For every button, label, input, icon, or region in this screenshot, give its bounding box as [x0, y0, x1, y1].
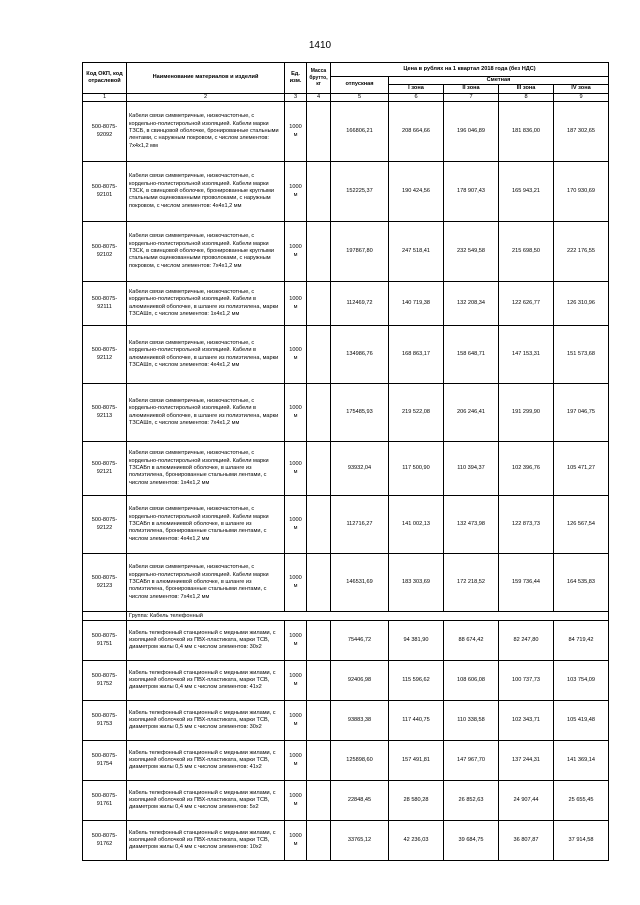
product-code: 500-8075-92122: [83, 496, 127, 554]
unit-of-measure: 1000 м: [285, 821, 307, 861]
product-code: 500-8075-91754: [83, 741, 127, 781]
price-zone-1: 140 719,38: [389, 282, 444, 326]
release-price: 197867,80: [331, 222, 389, 282]
price-zone-2: 206 246,41: [444, 384, 499, 442]
gross-mass: [307, 496, 331, 554]
gross-mass: [307, 384, 331, 442]
price-zone-4: 222 176,55: [554, 222, 609, 282]
product-code: 500-8075-91762: [83, 821, 127, 861]
table-body-group: [83, 612, 609, 621]
product-name: [127, 621, 285, 661]
unit-of-measure: 1000 м: [285, 442, 307, 496]
price-zone-1: 117 440,75: [389, 701, 444, 741]
table-body-telephone: [83, 621, 609, 861]
price-zone-3: 215 698,50: [499, 222, 554, 282]
product-name-text: Кабель телефонный станционный с медными жилами, с изоляцией оболочкой из ПВХ-пластиката, марки ТСВ, диаметром жилы 0,4 мм с числом элементов: 30x2: [129, 629, 276, 651]
price-zone-2: 147 967,70: [444, 741, 499, 781]
product-name-text: Кабель телефонный станционный с медными жилами, с изоляцией оболочкой из ПВХ-пластиката, марки ТСВ, диаметром жилы 0,5 мм с числом элементов: 41x2: [129, 749, 276, 771]
price-zone-1: 190 424,56: [389, 162, 444, 222]
product-code: 500-8075-92113: [83, 384, 127, 442]
col-number: 6: [389, 93, 444, 101]
release-price: 146531,69: [331, 554, 389, 612]
price-zone-4: 141 369,14: [554, 741, 609, 781]
product-name-text: Кабель телефонный станционный с медными жилами, с изоляцией оболочкой из ПВХ-пластиката, марки ТСВ, диаметром жилы 0,4 мм с числом элементов: 41x2: [129, 669, 276, 691]
table-row: [83, 781, 609, 821]
price-zone-3: 165 943,21: [499, 162, 554, 222]
price-zone-2: 178 907,43: [444, 162, 499, 222]
product-name: [127, 102, 285, 162]
table-row: [83, 661, 609, 701]
product-code: 500-8075-91751: [83, 621, 127, 661]
group-label: Группа: Кабель телефонный: [127, 612, 609, 621]
product-name: [127, 222, 285, 282]
header-unit: Ед. изм.: [285, 63, 307, 94]
table-row: [83, 821, 609, 861]
price-zone-2: 88 674,42: [444, 621, 499, 661]
product-code: 500-8075-92102: [83, 222, 127, 282]
price-zone-4: 105 419,48: [554, 701, 609, 741]
price-zone-1: 117 500,90: [389, 442, 444, 496]
header-price-group: Цена в рублях на 1 квартал 2018 года (без НДС): [331, 63, 609, 77]
header-zone-2: II зона: [444, 85, 499, 93]
price-zone-2: 110 338,58: [444, 701, 499, 741]
price-zone-2: 158 648,71: [444, 326, 499, 384]
header-zone-3: III зона: [499, 85, 554, 93]
product-name: [127, 326, 285, 384]
unit-of-measure: 1000 м: [285, 326, 307, 384]
price-zone-4: 105 471,27: [554, 442, 609, 496]
table-row: [83, 222, 609, 282]
table-header: [83, 63, 609, 102]
release-price: 22848,45: [331, 781, 389, 821]
product-name-text: Кабели связи симметричные, низкочастотные, с кордельно-полистирольной изоляцией. Кабели марки ТЗСБ, в свинцовой оболочке, бронированные стальными лентами, с наружным покровом, с числом элементов: 7x4x1,2 мм: [129, 113, 279, 149]
gross-mass: [307, 326, 331, 384]
col-number: 7: [444, 93, 499, 101]
release-price: 175485,93: [331, 384, 389, 442]
product-code: 500-8075-92111: [83, 282, 127, 326]
price-table: [82, 62, 609, 861]
header-mass: Масса брутто, кг: [307, 63, 331, 94]
product-name: [127, 701, 285, 741]
price-zone-1: 247 518,41: [389, 222, 444, 282]
table-row: [83, 701, 609, 741]
table-row: [83, 496, 609, 554]
unit-of-measure: 1000 м: [285, 384, 307, 442]
column-numbers-row: [83, 93, 609, 101]
price-zone-1: 168 863,17: [389, 326, 444, 384]
price-zone-4: 25 655,45: [554, 781, 609, 821]
gross-mass: [307, 162, 331, 222]
product-name-text: Кабель телефонный станционный с медными жилами, с изоляцией оболочкой из ПВХ-пластиката, марки ТСВ, диаметром жилы 0,4 мм с числом элементов: 10x2: [129, 829, 276, 851]
gross-mass: [307, 102, 331, 162]
price-zone-3: 147 153,31: [499, 326, 554, 384]
header-release: отпускная: [331, 77, 389, 94]
header-zone-1: I зона: [389, 85, 444, 93]
unit-of-measure: 1000 м: [285, 741, 307, 781]
col-number: 4: [307, 93, 331, 101]
price-zone-2: 108 606,08: [444, 661, 499, 701]
price-zone-3: 100 737,73: [499, 661, 554, 701]
product-code: 500-8075-91753: [83, 701, 127, 741]
col-number: 1: [83, 93, 127, 101]
gross-mass: [307, 701, 331, 741]
col-number: 5: [331, 93, 389, 101]
unit-of-measure: 1000 м: [285, 621, 307, 661]
header-zone-4: IV зона: [554, 85, 609, 93]
col-number: 9: [554, 93, 609, 101]
unit-of-measure: 1000 м: [285, 222, 307, 282]
price-zone-3: 137 244,31: [499, 741, 554, 781]
price-zone-3: 36 807,87: [499, 821, 554, 861]
price-zone-3: 122 873,73: [499, 496, 554, 554]
header-code: Код ОКП, код отраслевой: [83, 63, 127, 94]
release-price: 75446,72: [331, 621, 389, 661]
price-zone-1: 115 596,62: [389, 661, 444, 701]
product-name: [127, 162, 285, 222]
price-zone-4: 187 302,65: [554, 102, 609, 162]
price-zone-2: 132 208,34: [444, 282, 499, 326]
product-name-text: Кабели связи симметричные, низкочастотные, с кордельно-полистирольной изоляцией. Кабели марки ТЗСК, в свинцовой оболочке, бронированные круглыми стальными оцинкованными проволоками, с наружным покровом, с числом элементов: 7x4x1,2 мм: [129, 233, 275, 269]
price-zone-1: 208 664,66: [389, 102, 444, 162]
gross-mass: [307, 554, 331, 612]
product-name-text: Кабели связи симметричные, низкочастотные, с кордельно-полистирольной изоляцией. Кабели марки ТЗСАБп в алюминиевой оболочке, в шланге из полиэтилена, бронированные стальными лентами, с числом элементов: 4x4x1,2 мм: [129, 506, 269, 542]
product-name: [127, 821, 285, 861]
table-row: [83, 442, 609, 496]
table-row: [83, 384, 609, 442]
col-number: 8: [499, 93, 554, 101]
table-row: [83, 554, 609, 612]
product-name-text: Кабели связи симметричные, низкочастотные, с кордельно-полистирольной изоляцией. Кабели в алюминиевой оболочке, в шланге из полиэтилена, марки ТЗСАШп, с числом элементов: 1x4x1,2 мм: [129, 288, 279, 318]
price-zone-2: 132 473,98: [444, 496, 499, 554]
gross-mass: [307, 621, 331, 661]
price-zone-2: 26 852,63: [444, 781, 499, 821]
unit-of-measure: 1000 м: [285, 282, 307, 326]
product-name-text: Кабель телефонный станционный с медными жилами, с изоляцией оболочкой из ПВХ-пластиката, марки ТСВ, диаметром жилы 0,5 мм с числом элементов: 30x2: [129, 709, 276, 731]
price-zone-1: 183 303,69: [389, 554, 444, 612]
product-name: [127, 554, 285, 612]
price-zone-4: 126 567,54: [554, 496, 609, 554]
price-zone-3: 181 836,00: [499, 102, 554, 162]
price-zone-3: 102 343,71: [499, 701, 554, 741]
price-zone-1: 42 236,03: [389, 821, 444, 861]
gross-mass: [307, 442, 331, 496]
product-code: 500-8075-92121: [83, 442, 127, 496]
release-price: 125898,60: [331, 741, 389, 781]
price-zone-4: 126 310,96: [554, 282, 609, 326]
price-zone-2: 232 549,58: [444, 222, 499, 282]
price-zone-4: 164 535,83: [554, 554, 609, 612]
release-price: 166806,21: [331, 102, 389, 162]
table-row: [83, 741, 609, 781]
price-zone-4: 170 930,69: [554, 162, 609, 222]
product-name: [127, 496, 285, 554]
product-name: [127, 282, 285, 326]
price-zone-1: 28 580,28: [389, 781, 444, 821]
gross-mass: [307, 282, 331, 326]
price-zone-4: 84 719,42: [554, 621, 609, 661]
gross-mass: [307, 781, 331, 821]
price-zone-4: 197 046,75: [554, 384, 609, 442]
product-name-text: Кабели связи симметричные, низкочастотные, с кордельно-полистирольной изоляцией. Кабели марки ТЗСАБп в алюминиевой оболочке, в шланге из полиэтилена, бронированные стальными лентами, с числом элементов: 1x4x1,2 мм: [129, 450, 269, 486]
product-name-text: Кабель телефонный станционный с медными жилами, с изоляцией оболочкой из ПВХ-пластиката, марки ТСВ, диаметром жилы 0,4 мм с числом элементов: 5x2: [129, 789, 276, 811]
price-zone-1: 157 491,81: [389, 741, 444, 781]
unit-of-measure: 1000 м: [285, 554, 307, 612]
product-code: 500-8075-92112: [83, 326, 127, 384]
unit-of-measure: 1000 м: [285, 781, 307, 821]
release-price: 92406,98: [331, 661, 389, 701]
unit-of-measure: 1000 м: [285, 162, 307, 222]
price-zone-4: 103 754,09: [554, 661, 609, 701]
header-estimate: Сметная: [389, 77, 609, 85]
table-body-armored: [83, 102, 609, 612]
gross-mass: [307, 821, 331, 861]
price-zone-2: 110 394,37: [444, 442, 499, 496]
product-code: 500-8075-91752: [83, 661, 127, 701]
table-row: [83, 162, 609, 222]
table-row: [83, 102, 609, 162]
col-number: 2: [127, 93, 285, 101]
gross-mass: [307, 741, 331, 781]
table-row: [83, 282, 609, 326]
product-name: [127, 661, 285, 701]
price-zone-3: 102 396,76: [499, 442, 554, 496]
price-zone-1: 219 522,08: [389, 384, 444, 442]
group-code-cell: [83, 612, 127, 621]
unit-of-measure: 1000 м: [285, 661, 307, 701]
product-name: [127, 442, 285, 496]
unit-of-measure: 1000 м: [285, 701, 307, 741]
price-zone-3: 82 247,80: [499, 621, 554, 661]
price-zone-3: 122 626,77: [499, 282, 554, 326]
price-zone-3: 191 299,90: [499, 384, 554, 442]
release-price: 112469,72: [331, 282, 389, 326]
release-price: 33765,12: [331, 821, 389, 861]
release-price: 112716,27: [331, 496, 389, 554]
header-name: Наименование материалов и изделий: [127, 63, 285, 94]
release-price: 93883,38: [331, 701, 389, 741]
product-name-text: Кабели связи симметричные, низкочастотные, с кордельно-полистирольной изоляцией. Кабели марки ТЗСАБп в алюминиевой оболочке, в шланге из полиэтилена, бронированные стальными лентами, с числом элементов: 7x4x1,2 мм: [129, 564, 269, 600]
product-name: [127, 741, 285, 781]
product-name: [127, 781, 285, 821]
table-row: [83, 326, 609, 384]
gross-mass: [307, 661, 331, 701]
product-code: 500-8075-92092: [83, 102, 127, 162]
product-code: 500-8075-92123: [83, 554, 127, 612]
page-number: 1410: [308, 40, 332, 51]
price-zone-4: 151 573,68: [554, 326, 609, 384]
product-name-text: Кабели связи симметричные, низкочастотные, с кордельно-полистирольной изоляцией. Кабели в алюминиевой оболочке, в шланге из полиэтилена, марки ТЗСАШп, с числом элементов: 4x4x1,2 мм: [129, 339, 279, 369]
gross-mass: [307, 222, 331, 282]
product-name: [127, 384, 285, 442]
unit-of-measure: 1000 м: [285, 496, 307, 554]
product-name-text: Кабели связи симметричные, низкочастотные, с кордельно-полистирольной изоляцией. Кабели в алюминиевой оболочке, в шланге из полиэтилена, марки ТЗСАШп, с числом элементов: 7x4x1,2 мм: [129, 397, 279, 427]
release-price: 134986,76: [331, 326, 389, 384]
release-price: 93932,04: [331, 442, 389, 496]
unit-of-measure: 1000 м: [285, 102, 307, 162]
price-zone-1: 94 381,90: [389, 621, 444, 661]
price-zone-3: 24 907,44: [499, 781, 554, 821]
price-zone-2: 39 684,75: [444, 821, 499, 861]
price-zone-1: 141 002,13: [389, 496, 444, 554]
price-zone-4: 37 914,58: [554, 821, 609, 861]
price-zone-2: 196 046,89: [444, 102, 499, 162]
col-number: 3: [285, 93, 307, 101]
table-row: [83, 621, 609, 661]
product-name-text: Кабели связи симметричные, низкочастотные, с кордельно-полистирольной изоляцией. Кабели марки ТЗСК, в свинцовой оболочке, бронированные круглыми стальными оцинкованными проволоками, с наружным покровом, с числом элементов: 4x4x1,2 мм: [129, 173, 275, 209]
release-price: 152225,37: [331, 162, 389, 222]
price-zone-3: 159 736,44: [499, 554, 554, 612]
product-code: 500-8075-91761: [83, 781, 127, 821]
product-code: 500-8075-92101: [83, 162, 127, 222]
price-zone-2: 172 218,52: [444, 554, 499, 612]
